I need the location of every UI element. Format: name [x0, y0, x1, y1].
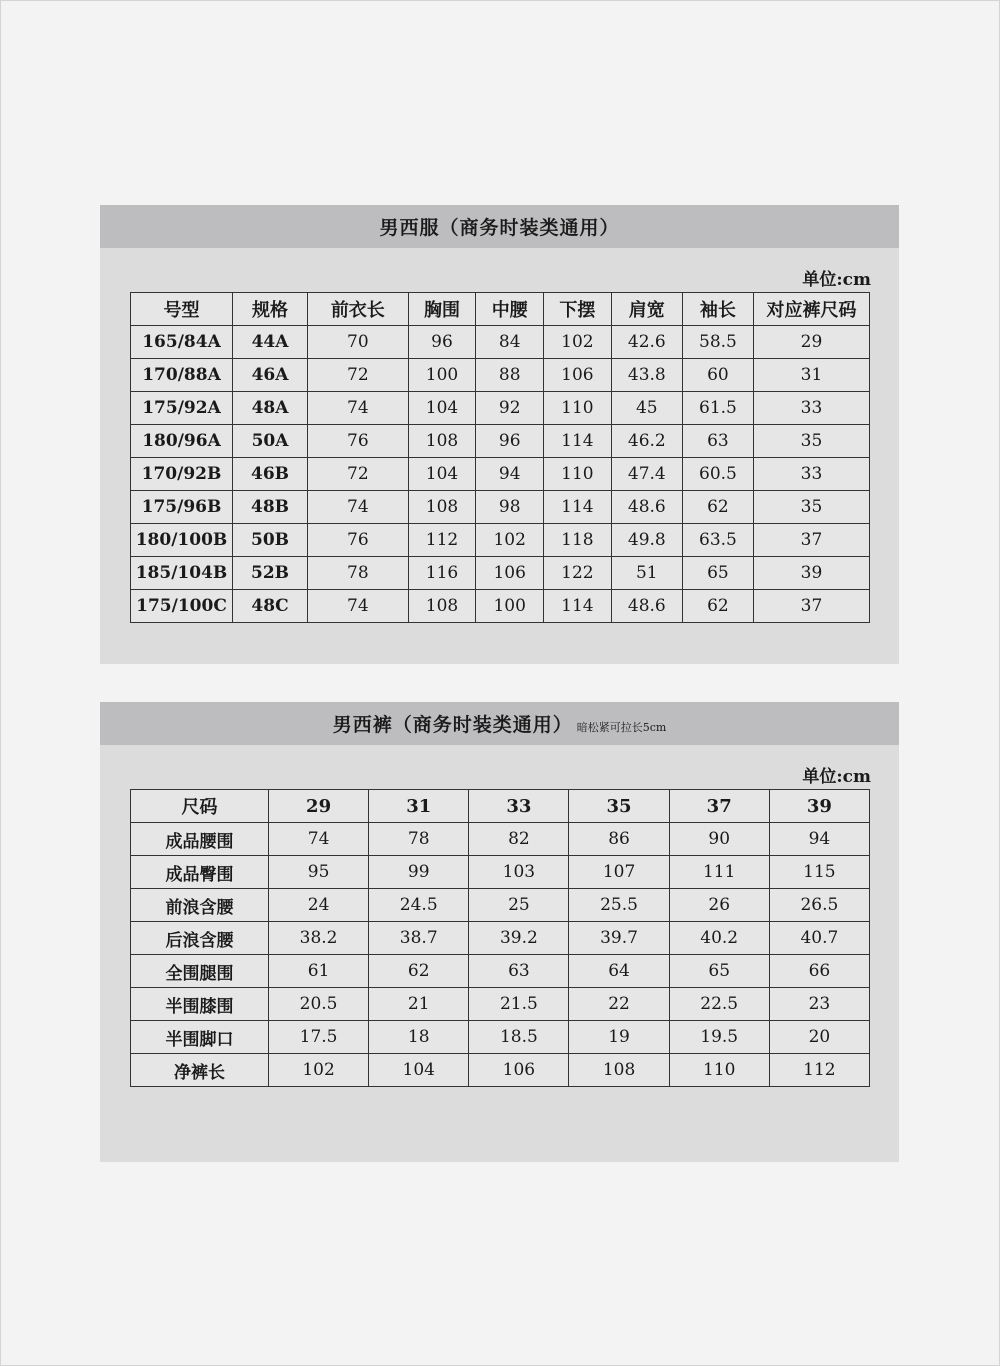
suit-header-cell: 胸围: [408, 293, 476, 326]
suit-cell: 102: [544, 326, 612, 359]
table-row: [131, 1054, 870, 1087]
table-row: [131, 955, 870, 988]
suit-cell: 48B: [233, 491, 308, 524]
pants-cell: 18: [369, 1021, 469, 1054]
table-row: [131, 922, 870, 955]
suit-header-cell: 前衣长: [308, 293, 409, 326]
table-row: [131, 856, 870, 889]
suit-cell: 44A: [233, 326, 308, 359]
pants-size-panel: [100, 702, 899, 1162]
pants-cell: 78: [369, 823, 469, 856]
pants-cell: 半围脚口: [131, 1021, 269, 1054]
pants-cell: 后浪含腰: [131, 922, 269, 955]
table-row: [131, 524, 870, 557]
suit-cell: 84: [476, 326, 544, 359]
suit-cell: 185/104B: [131, 557, 233, 590]
pants-cell: 104: [369, 1054, 469, 1087]
pants-cell: 94: [769, 823, 869, 856]
suit-cell: 122: [544, 557, 612, 590]
suit-cell: 110: [544, 458, 612, 491]
suit-cell: 74: [308, 392, 409, 425]
pants-cell: 成品臀围: [131, 856, 269, 889]
suit-cell: 180/100B: [131, 524, 233, 557]
pants-cell: 102: [269, 1054, 369, 1087]
pants-title: 男西裤（商务时装类通用）: [332, 714, 573, 736]
suit-cell: 35: [754, 425, 870, 458]
pants-header-cell: 35: [569, 790, 669, 823]
suit-cell: 45: [611, 392, 682, 425]
suit-cell: 72: [308, 359, 409, 392]
suit-cell: 61.5: [682, 392, 753, 425]
suit-cell: 100: [476, 590, 544, 623]
pants-cell: 111: [669, 856, 769, 889]
suit-cell: 76: [308, 524, 409, 557]
suit-cell: 62: [682, 491, 753, 524]
suit-cell: 170/88A: [131, 359, 233, 392]
suit-cell: 33: [754, 458, 870, 491]
suit-cell: 100: [408, 359, 476, 392]
suit-cell: 50A: [233, 425, 308, 458]
suit-cell: 60: [682, 359, 753, 392]
pants-panel-header: [100, 702, 899, 745]
suit-cell: 114: [544, 425, 612, 458]
suit-cell: 47.4: [611, 458, 682, 491]
suit-cell: 42.6: [611, 326, 682, 359]
suit-cell: 48.6: [611, 491, 682, 524]
table-row: [131, 392, 870, 425]
pants-header-cell: 尺码: [131, 790, 269, 823]
table-row: [131, 557, 870, 590]
pants-cell: 成品腰围: [131, 823, 269, 856]
suit-cell: 51: [611, 557, 682, 590]
suit-cell: 110: [544, 392, 612, 425]
suit-cell: 35: [754, 491, 870, 524]
table-row: [131, 590, 870, 623]
pants-title-note: 暗松紧可拉长5cm: [576, 720, 667, 734]
suit-cell: 88: [476, 359, 544, 392]
suit-cell: 104: [408, 458, 476, 491]
suit-cell: 43.8: [611, 359, 682, 392]
table-row: [131, 326, 870, 359]
suit-cell: 49.8: [611, 524, 682, 557]
suit-size-panel: [100, 205, 899, 664]
pants-cell: 24: [269, 889, 369, 922]
suit-cell: 65: [682, 557, 753, 590]
pants-cell: 26.5: [769, 889, 869, 922]
pants-cell: 40.7: [769, 922, 869, 955]
suit-cell: 102: [476, 524, 544, 557]
suit-cell: 96: [408, 326, 476, 359]
pants-cell: 110: [669, 1054, 769, 1087]
pants-cell: 20.5: [269, 988, 369, 1021]
pants-cell: 61: [269, 955, 369, 988]
pants-cell: 95: [269, 856, 369, 889]
pants-size-table: [130, 789, 870, 1087]
suit-cell: 74: [308, 491, 409, 524]
suit-cell: 175/100C: [131, 590, 233, 623]
suit-cell: 63: [682, 425, 753, 458]
suit-size-table: [130, 292, 870, 623]
pants-cell: 39.2: [469, 922, 569, 955]
pants-cell: 107: [569, 856, 669, 889]
suit-cell: 72: [308, 458, 409, 491]
suit-cell: 114: [544, 491, 612, 524]
pants-cell: 22: [569, 988, 669, 1021]
pants-cell: 21.5: [469, 988, 569, 1021]
pants-cell: 前浪含腰: [131, 889, 269, 922]
pants-cell: 25.5: [569, 889, 669, 922]
suit-cell: 48C: [233, 590, 308, 623]
pants-cell: 23: [769, 988, 869, 1021]
suit-header-cell: 规格: [233, 293, 308, 326]
suit-cell: 118: [544, 524, 612, 557]
pants-cell: 62: [369, 955, 469, 988]
pants-cell: 106: [469, 1054, 569, 1087]
suit-cell: 170/92B: [131, 458, 233, 491]
pants-cell: 66: [769, 955, 869, 988]
suit-header-cell: 中腰: [476, 293, 544, 326]
table-row: [131, 359, 870, 392]
suit-cell: 108: [408, 425, 476, 458]
table-row: [131, 988, 870, 1021]
pants-cell: 26: [669, 889, 769, 922]
pants-cell: 全围腿围: [131, 955, 269, 988]
suit-cell: 48A: [233, 392, 308, 425]
suit-cell: 114: [544, 590, 612, 623]
suit-cell: 33: [754, 392, 870, 425]
suit-cell: 46A: [233, 359, 308, 392]
pants-cell: 20: [769, 1021, 869, 1054]
pants-cell: 74: [269, 823, 369, 856]
suit-cell: 31: [754, 359, 870, 392]
suit-table-body: [131, 326, 870, 623]
suit-cell: 48.6: [611, 590, 682, 623]
pants-cell: 21: [369, 988, 469, 1021]
suit-header-row: [131, 293, 870, 326]
pants-cell: 115: [769, 856, 869, 889]
suit-cell: 70: [308, 326, 409, 359]
pants-cell: 82: [469, 823, 569, 856]
suit-title: 男西服（商务时装类通用）: [379, 217, 620, 239]
pants-cell: 净裤长: [131, 1054, 269, 1087]
suit-header-cell: 对应裤尺码: [754, 293, 870, 326]
suit-cell: 76: [308, 425, 409, 458]
suit-cell: 180/96A: [131, 425, 233, 458]
table-row: [131, 1021, 870, 1054]
pants-header-cell: 29: [269, 790, 369, 823]
suit-cell: 62: [682, 590, 753, 623]
suit-cell: 37: [754, 524, 870, 557]
suit-cell: 78: [308, 557, 409, 590]
suit-cell: 46B: [233, 458, 308, 491]
table-row: [131, 458, 870, 491]
suit-cell: 37: [754, 590, 870, 623]
pants-header-cell: 31: [369, 790, 469, 823]
pants-cell: 24.5: [369, 889, 469, 922]
pants-cell: 112: [769, 1054, 869, 1087]
suit-cell: 52B: [233, 557, 308, 590]
suit-header-cell: 袖长: [682, 293, 753, 326]
pants-cell: 18.5: [469, 1021, 569, 1054]
pants-unit-label: 单位:cm: [802, 767, 871, 787]
pants-cell: 22.5: [669, 988, 769, 1021]
suit-cell: 74: [308, 590, 409, 623]
pants-header-row: [131, 790, 870, 823]
suit-cell: 106: [476, 557, 544, 590]
pants-cell: 39.7: [569, 922, 669, 955]
pants-header-cell: 37: [669, 790, 769, 823]
suit-cell: 63.5: [682, 524, 753, 557]
pants-cell: 25: [469, 889, 569, 922]
suit-cell: 92: [476, 392, 544, 425]
suit-cell: 29: [754, 326, 870, 359]
pants-table-body: [131, 823, 870, 1087]
pants-cell: 63: [469, 955, 569, 988]
pants-cell: 17.5: [269, 1021, 369, 1054]
suit-unit-label: 单位:cm: [802, 270, 871, 290]
pants-cell: 90: [669, 823, 769, 856]
suit-cell: 116: [408, 557, 476, 590]
suit-cell: 104: [408, 392, 476, 425]
pants-cell: 半围膝围: [131, 988, 269, 1021]
suit-cell: 39: [754, 557, 870, 590]
pants-cell: 38.2: [269, 922, 369, 955]
pants-cell: 103: [469, 856, 569, 889]
pants-cell: 108: [569, 1054, 669, 1087]
suit-panel-header: [100, 205, 899, 248]
suit-cell: 108: [408, 491, 476, 524]
pants-cell: 40.2: [669, 922, 769, 955]
suit-cell: 106: [544, 359, 612, 392]
suit-header-cell: 号型: [131, 293, 233, 326]
suit-cell: 165/84A: [131, 326, 233, 359]
pants-cell: 64: [569, 955, 669, 988]
table-row: [131, 889, 870, 922]
pants-cell: 99: [369, 856, 469, 889]
suit-header-cell: 肩宽: [611, 293, 682, 326]
suit-cell: 96: [476, 425, 544, 458]
suit-cell: 112: [408, 524, 476, 557]
pants-cell: 65: [669, 955, 769, 988]
suit-cell: 50B: [233, 524, 308, 557]
pants-header-cell: 39: [769, 790, 869, 823]
suit-cell: 94: [476, 458, 544, 491]
table-row: [131, 491, 870, 524]
suit-cell: 58.5: [682, 326, 753, 359]
pants-cell: 19: [569, 1021, 669, 1054]
table-row: [131, 425, 870, 458]
pants-cell: 86: [569, 823, 669, 856]
pants-cell: 19.5: [669, 1021, 769, 1054]
suit-cell: 98: [476, 491, 544, 524]
pants-header-cell: 33: [469, 790, 569, 823]
suit-cell: 175/92A: [131, 392, 233, 425]
suit-cell: 108: [408, 590, 476, 623]
suit-cell: 175/96B: [131, 491, 233, 524]
suit-header-cell: 下摆: [544, 293, 612, 326]
suit-cell: 46.2: [611, 425, 682, 458]
suit-cell: 60.5: [682, 458, 753, 491]
pants-cell: 38.7: [369, 922, 469, 955]
table-row: [131, 823, 870, 856]
